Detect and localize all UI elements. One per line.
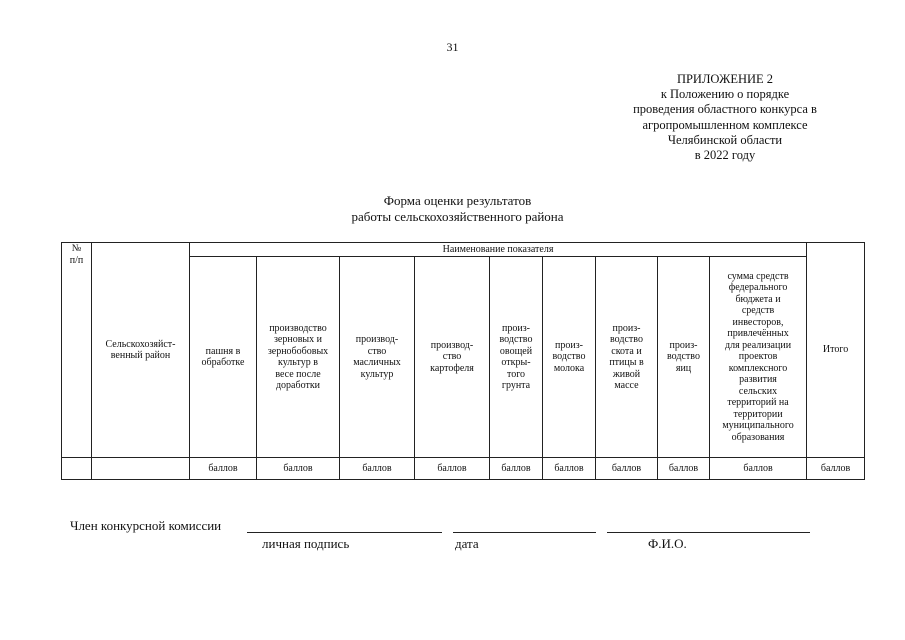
header-indicator: производ- ство масличных культур [340,257,415,458]
header-number: № п/п [62,243,92,458]
header-total: Итого [807,243,865,458]
header-district: Сельскохозяйст- венный район [92,243,190,458]
page-number: 31 [446,40,459,54]
unit-cell: баллов [415,458,490,480]
date-line[interactable] [453,532,596,533]
unit-cell: баллов [190,458,257,480]
number-cell[interactable] [62,458,92,480]
name-line[interactable] [607,532,810,533]
name-caption: Ф.И.О. [648,536,687,551]
signature-line[interactable] [247,532,442,533]
header-indicator: производ- ство картофеля [415,257,490,458]
header-indicator: произ- водство яиц [658,257,710,458]
unit-cell: баллов [596,458,658,480]
form-title-line-2: работы сельскохозяйственного района [351,209,564,224]
header-indicator: произ- водство овощей откры- того грунта [490,257,543,458]
header-indicator: произ- водство молока [543,257,596,458]
appendix-line: к Положению о порядке [660,87,790,102]
unit-cell: баллов [340,458,415,480]
signature-label: Член конкурсной комиссии [70,518,222,533]
evaluation-table [61,242,865,480]
unit-cell: баллов [490,458,543,480]
district-cell[interactable] [92,458,190,480]
unit-cell: баллов [543,458,596,480]
form-title [300,193,615,225]
signature-caption: личная подпись [262,536,350,551]
form-title-line-1: Форма оценки результатов [383,193,532,208]
unit-cell: баллов [257,458,340,480]
header-indicator: сумма средств федерального бюджета и средств инвесторов, привлечённых для реализации проектов комплексного развития сельских территорий на территории муниципального образования [710,257,807,458]
header-indicator: производство зерновых и зернобобовых культур в весе после доработки [257,257,340,458]
appendix-header [600,72,850,163]
unit-cell: баллов [658,458,710,480]
appendix-line: Челябинской области [667,132,783,147]
appendix-line: ПРИЛОЖЕНИЕ 2 [676,72,774,86]
header-indicator: произ- водство скота и птицы в живой массе [596,257,658,458]
date-caption: дата [455,536,479,551]
unit-cell: баллов [710,458,807,480]
header-indicator: пашня в обработке [190,257,257,458]
appendix-line: агропромышленном комплексе [642,117,808,132]
total-unit-cell: баллов [807,458,865,480]
appendix-line: в 2022 году [694,148,756,163]
signature-block [70,518,830,568]
header-indicator-group: Наименование показателя [190,243,807,257]
appendix-line: проведения областного конкурса в [633,102,817,117]
